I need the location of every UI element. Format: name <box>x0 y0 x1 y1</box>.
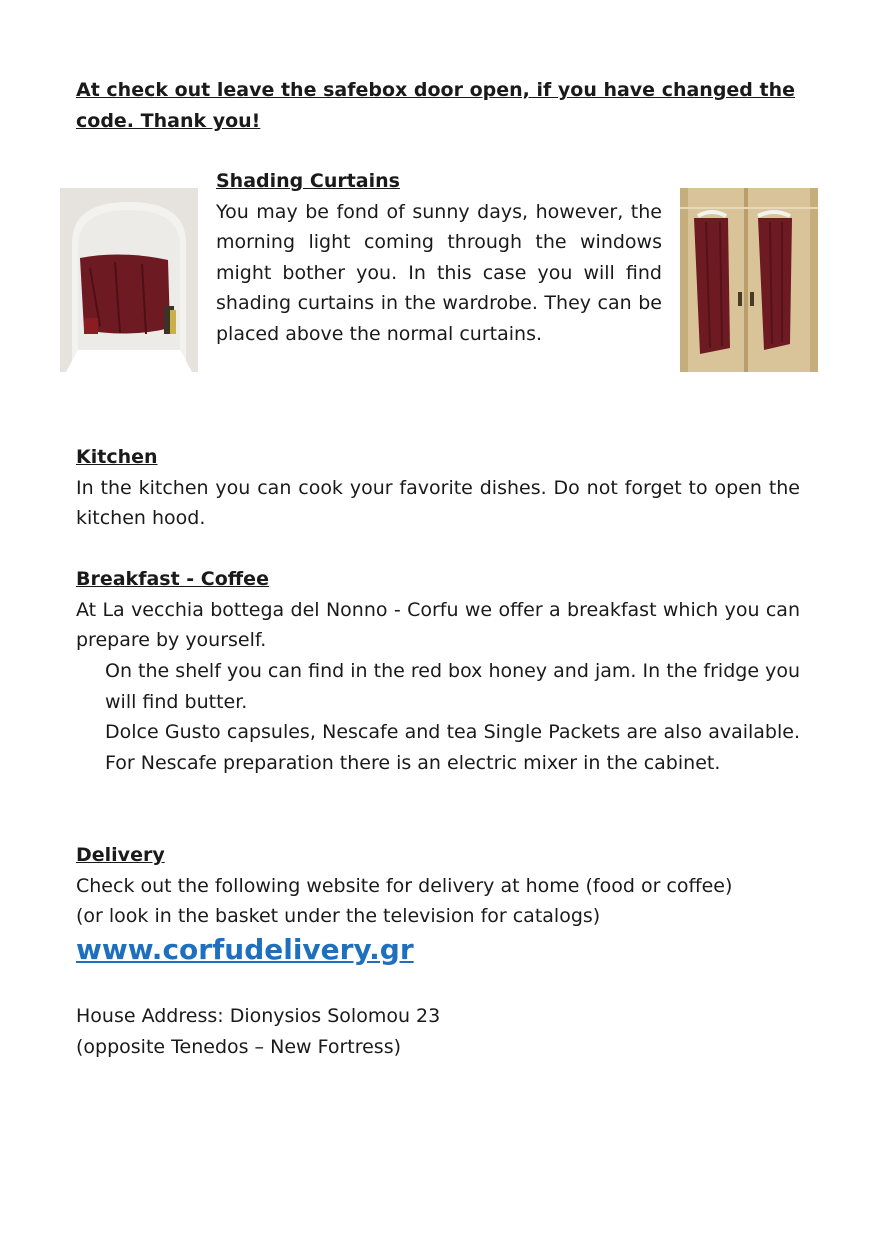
delivery-website-link[interactable]: www.corfudelivery.gr <box>76 933 414 966</box>
delivery-line-2: (or look in the basket under the television for catalogs) <box>76 905 601 928</box>
breakfast-items <box>105 656 800 778</box>
shading-heading: Shading Curtains <box>216 170 400 192</box>
breakfast-section <box>76 564 800 656</box>
kitchen-body: In the kitchen you can cook your favorite dishes. Do not forget to open the kitchen hood. <box>76 476 800 530</box>
delivery-line-1: Check out the following website for delivery at home (food or coffee) <box>76 874 733 897</box>
breakfast-intro: At La vecchia bottega del Nonno - Corfu we offer a breakfast which you can prepare by yourself. <box>76 598 800 652</box>
shading-section <box>216 166 662 350</box>
checkout-notice: At check out leave the safebox door open, if you have changed the code. Thank you! <box>76 79 796 132</box>
breakfast-item-coffee: Dolce Gusto capsules, Nescafe and tea Single Packets are also available. For Nescafe preparation there is an electric mixer in the cabinet. <box>105 721 800 774</box>
kitchen-section <box>76 442 800 534</box>
wardrobe-curtains-photo <box>680 188 818 372</box>
shading-body: You may be fond of sunny days, however, the morning light coming through the windows might bother you. In this case you will find shading curtains in the wardrobe. They can be placed above the normal curtains. <box>216 200 662 345</box>
address-line-2: (opposite Tenedos – New Fortress) <box>76 1035 402 1058</box>
breakfast-item-shelf: On the shelf you can find in the red box honey and jam. In the fridge you will find butter. <box>105 660 800 713</box>
address-line-1: House Address: Dionysios Solomou 23 <box>76 1005 441 1027</box>
address-section <box>76 1001 800 1062</box>
kitchen-heading: Kitchen <box>76 446 158 468</box>
breakfast-heading: Breakfast - Coffee <box>76 568 269 590</box>
niche-curtain-photo <box>60 188 198 372</box>
delivery-section <box>76 840 800 932</box>
delivery-heading: Delivery <box>76 844 165 866</box>
